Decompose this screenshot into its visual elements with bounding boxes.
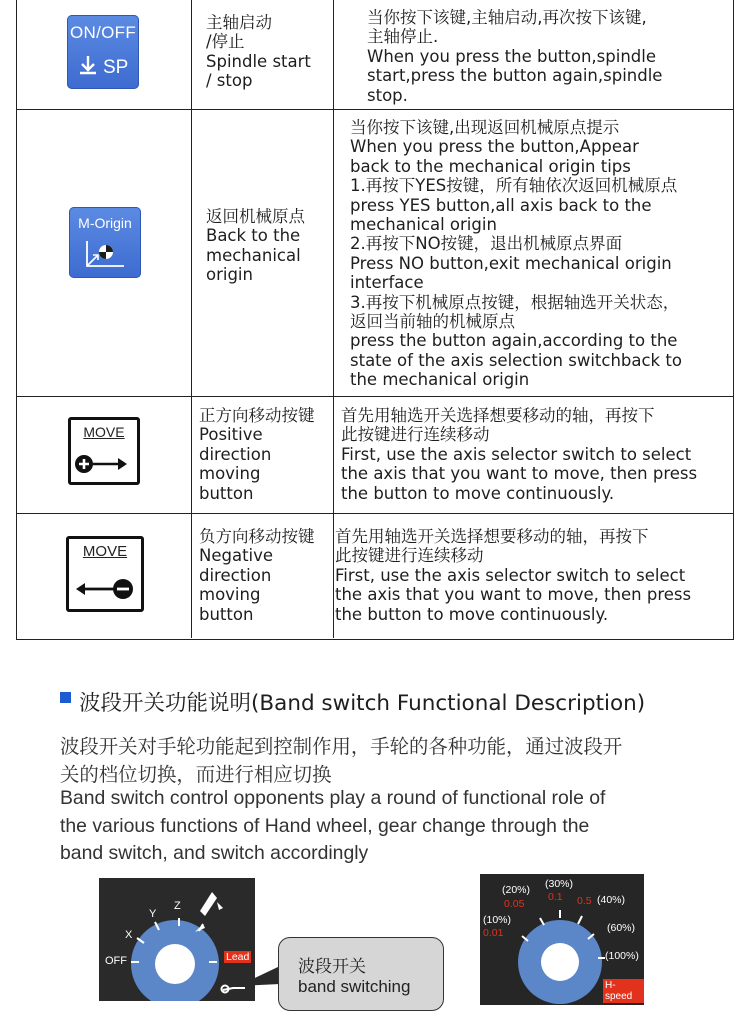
sp-line <box>67 55 139 79</box>
dial-label-x: X <box>125 929 133 941</box>
section-paragraph-en: Band switch control opponents play a round of functional role of the various functions of Hand wheel, gear change through the band switch, and switch accordingly <box>60 787 606 864</box>
move-positive-key[interactable] <box>68 417 140 485</box>
function-desc: 当你按下该键,主轴启动,再次按下该键, 主轴停止. When you press the button,spindle start,press the button again,spindle stop. <box>367 8 663 105</box>
val-01: 0.1 <box>548 891 563 903</box>
band-switch-dial <box>99 878 255 1001</box>
val-05: 0.5 <box>577 895 592 907</box>
move-negative-key[interactable] <box>66 536 144 612</box>
table-row <box>17 110 733 397</box>
function-name: 正方向移动按键 Positive direction moving button <box>199 406 315 503</box>
spindle-icon <box>78 55 98 75</box>
function-desc: 当你按下该键,出现返回机械原点提示 When you press the button,Appear back to the mechanical origin tips 1.再按下YES按键，所有轴依次返回机械原点 press YES button,all axis back to the mechanical origin 2.再按下NO按键，退出机械原点界面 Press NO button,exit mechanical origin interface 3.再按下机械原点按键，根据轴选开关状态， 返回当前轴的机械原点 press the button again,according to the state of the axis selection switchback to the mechanical origin <box>350 118 682 390</box>
band-switch-photo-left <box>99 878 255 1001</box>
desc-cell <box>334 514 733 638</box>
m-origin-label: M-Origin <box>78 215 132 231</box>
sp-label: SP <box>102 57 129 78</box>
dial-label-lead: Lead <box>226 951 250 963</box>
function-desc: 首先用轴选开关选择想要移动的轴，再按下 此按键进行连续移动 First, use the axis selector switch to select the axis that you want to move, then press the button to move continuously. <box>341 406 698 503</box>
on-off-sp-key[interactable] <box>67 15 139 89</box>
val-001: 0.01 <box>483 927 504 939</box>
pct-10: (10%) <box>483 914 512 926</box>
name-cell <box>192 514 334 638</box>
icon-cell <box>17 0 192 109</box>
pct-40: (40%) <box>597 894 626 906</box>
section-bullet <box>60 692 71 703</box>
on-off-label: ON/OFF <box>69 23 136 42</box>
plus-right-arrow-icon <box>74 452 132 476</box>
function-name: 返回机械原点 Back to the mechanical origin <box>206 207 305 285</box>
left-arrow-minus-icon <box>72 576 136 602</box>
table-row <box>17 0 733 110</box>
icon-cell <box>17 514 192 638</box>
function-name: 负方向移动按键 Negative direction moving button <box>199 527 315 624</box>
name-cell <box>192 397 334 513</box>
table-row <box>17 514 733 638</box>
function-key-table <box>16 0 734 640</box>
hspeed-label: H-speed <box>603 979 644 1003</box>
callout-line-cn: 波段开关 <box>298 957 366 976</box>
name-cell <box>192 110 334 396</box>
move-label: MOVE <box>83 424 125 440</box>
pct-60: (60%) <box>607 922 636 934</box>
m-origin-key[interactable] <box>69 207 141 278</box>
move-label: MOVE <box>82 543 128 560</box>
desc-cell <box>334 0 733 109</box>
section-paragraph-cn: 波段开关对手轮功能起到控制作用，手轮的各种功能，通过波段开 关的档位切换，而进行相应切换 <box>60 736 623 786</box>
table-row <box>17 397 733 514</box>
pct-30: (30%) <box>545 878 574 890</box>
pct-100: (100%) <box>605 950 639 962</box>
origin-target-icon <box>82 239 128 271</box>
dial-label-off: OFF <box>105 955 127 967</box>
dial-label-z: Z <box>174 900 181 912</box>
dial-label-y: Y <box>149 908 157 920</box>
pct-20: (20%) <box>502 884 531 896</box>
function-desc: 首先用轴选开关选择想要移动的轴，再按下 此按键进行连续移动 First, use the axis selector switch to select the axis that you want to move, then press the button to move continuously. <box>335 527 692 624</box>
val-005: 0.05 <box>504 898 525 910</box>
icon-cell <box>17 110 192 396</box>
callout-box <box>278 937 444 1011</box>
desc-cell <box>334 397 733 513</box>
desc-cell <box>334 110 733 396</box>
callout-line-en: band switching <box>298 977 411 996</box>
function-name: 主轴启动 /停止 Spindle start / stop <box>206 13 311 91</box>
icon-cell <box>17 397 192 513</box>
name-cell <box>192 0 334 109</box>
band-switch-photo-right <box>480 874 644 1005</box>
section-title: 波段开关功能说明(Band switch Functional Description) <box>79 691 646 716</box>
